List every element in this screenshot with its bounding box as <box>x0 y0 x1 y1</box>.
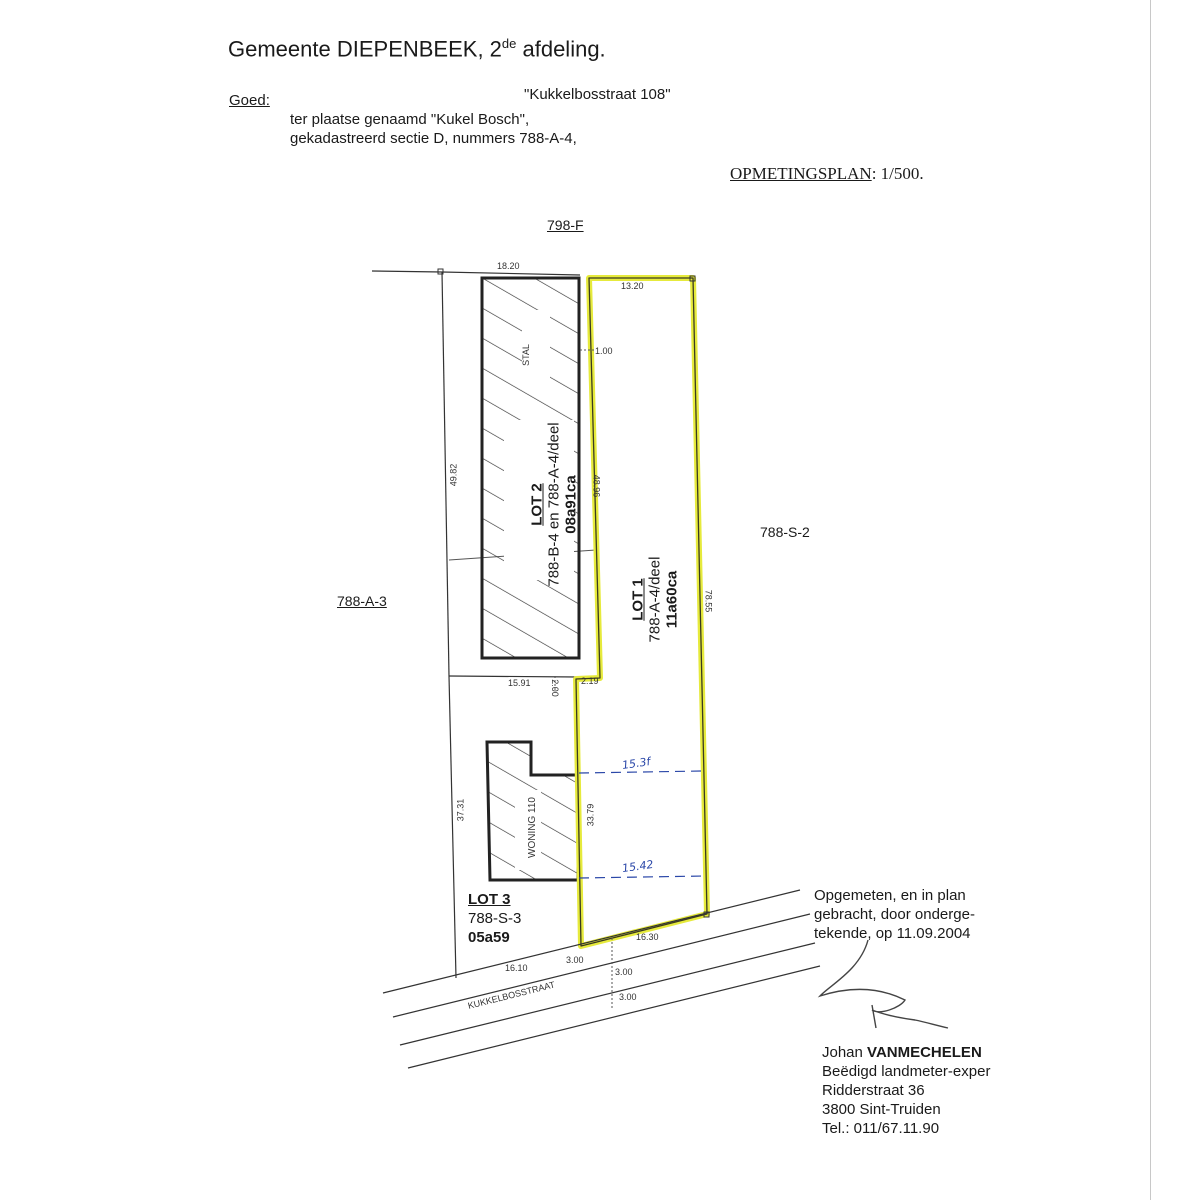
lot3-name: LOT 3 <box>468 891 511 908</box>
surveyor-role: Beëdigd landmeter-exper <box>822 1063 991 1080</box>
street-line-4 <box>408 966 820 1068</box>
lot1-parcels: 788-A-4/deel <box>646 556 664 643</box>
measure-front-right: 16.30 <box>636 932 659 942</box>
parcel-west: 788-A-3 <box>337 593 387 609</box>
left-boundary-lower <box>449 676 456 978</box>
top-boundary-lot2 <box>442 272 580 275</box>
lot1-area: 11a60ca <box>663 570 681 629</box>
lot3-parcels: 788-S-3 <box>468 910 522 927</box>
signature-stroke <box>872 1005 876 1028</box>
measure-lot2-side: 48.96 <box>591 474 602 498</box>
measure-front-left: 16.10 <box>505 963 528 973</box>
woning-label: WONING 110 <box>526 797 538 858</box>
measure-left-low: 37.31 <box>455 798 466 822</box>
top-boundary-west <box>372 271 442 272</box>
parcel-east: 788-S-2 <box>760 524 810 540</box>
surveyor-first-name: Johan <box>822 1044 868 1061</box>
hand-dim-line-2 <box>579 876 705 878</box>
survey-note-line1: Opgemeten, en in plan <box>814 887 966 904</box>
parcel-north: 798-F <box>547 217 584 233</box>
title-sup: de <box>501 36 517 51</box>
surveyor-last-name: VANMECHELEN <box>867 1044 982 1061</box>
measure-right-long: 78.55 <box>703 589 714 613</box>
property-address: "Kukkelbosstraat 108" <box>524 86 671 103</box>
lot2-lot3-boundary <box>449 676 578 677</box>
lot2-area: 08a91ca <box>562 475 580 534</box>
lot1-name: LOT 1 <box>629 578 647 621</box>
measure-219: 2.19 <box>581 676 599 686</box>
plan-scale-value: : 1/500. <box>871 164 924 183</box>
surveyor-name <box>822 1043 990 1062</box>
survey-note-line3: tekende, op 11.09.2004 <box>814 925 971 942</box>
street-line-1 <box>383 890 800 993</box>
street-line-3 <box>400 943 815 1045</box>
lot2-parcels: 788-B-4 en 788-A-4/deel <box>545 422 563 587</box>
lot2-label <box>529 405 580 605</box>
lot2-name: LOT 2 <box>528 483 546 526</box>
lot1-label <box>630 530 681 670</box>
measure-top-left: 18.20 <box>497 261 520 271</box>
title-main: Gemeente DIEPENBEEK, 2 <box>228 36 502 62</box>
measure-street-c: 3.00 <box>619 992 637 1002</box>
hand-dim-line-1 <box>579 771 703 773</box>
surveyor-phone: Tel.: 011/67.11.90 <box>822 1120 940 1137</box>
hand-measure-2: 15.42 <box>621 857 655 876</box>
surveyor-street: Ridderstraat 36 <box>822 1082 925 1099</box>
lot3-label <box>468 890 521 947</box>
lot3-area: 05a59 <box>468 929 510 946</box>
measure-street-a: 3.00 <box>566 955 584 965</box>
survey-note <box>814 886 975 943</box>
cadastre-line: gekadastreerd sectie D, nummers 788-A-4, <box>290 130 577 147</box>
measure-1m: 1.00 <box>595 346 613 356</box>
title-end: afdeling. <box>516 36 606 62</box>
plan-label: OPMETINGSPLAN <box>730 164 872 183</box>
measure-2m: 2.00 <box>549 679 560 697</box>
signature <box>820 940 948 1028</box>
survey-note-line2: gebracht, door onderge- <box>814 906 975 923</box>
measure-lot1-low: 33.79 <box>585 803 596 827</box>
location-line: ter plaatse genaamd "Kukel Bosch", <box>290 111 530 128</box>
hand-measure-1: 15.3f <box>621 755 652 772</box>
measure-top-right: 13.20 <box>621 281 644 291</box>
surveyor-block <box>822 1043 990 1138</box>
measure-left-long: 49.82 <box>448 463 459 487</box>
measure-mid: 15.91 <box>508 678 531 688</box>
measure-street-b: 3.00 <box>615 967 633 977</box>
goed-label: Goed: <box>229 92 270 109</box>
stal-label: STAL <box>520 344 531 366</box>
surveyor-city: 3800 Sint-Truiden <box>822 1101 941 1118</box>
street-name: KUKKELBOSSTRAAT <box>466 979 556 1011</box>
